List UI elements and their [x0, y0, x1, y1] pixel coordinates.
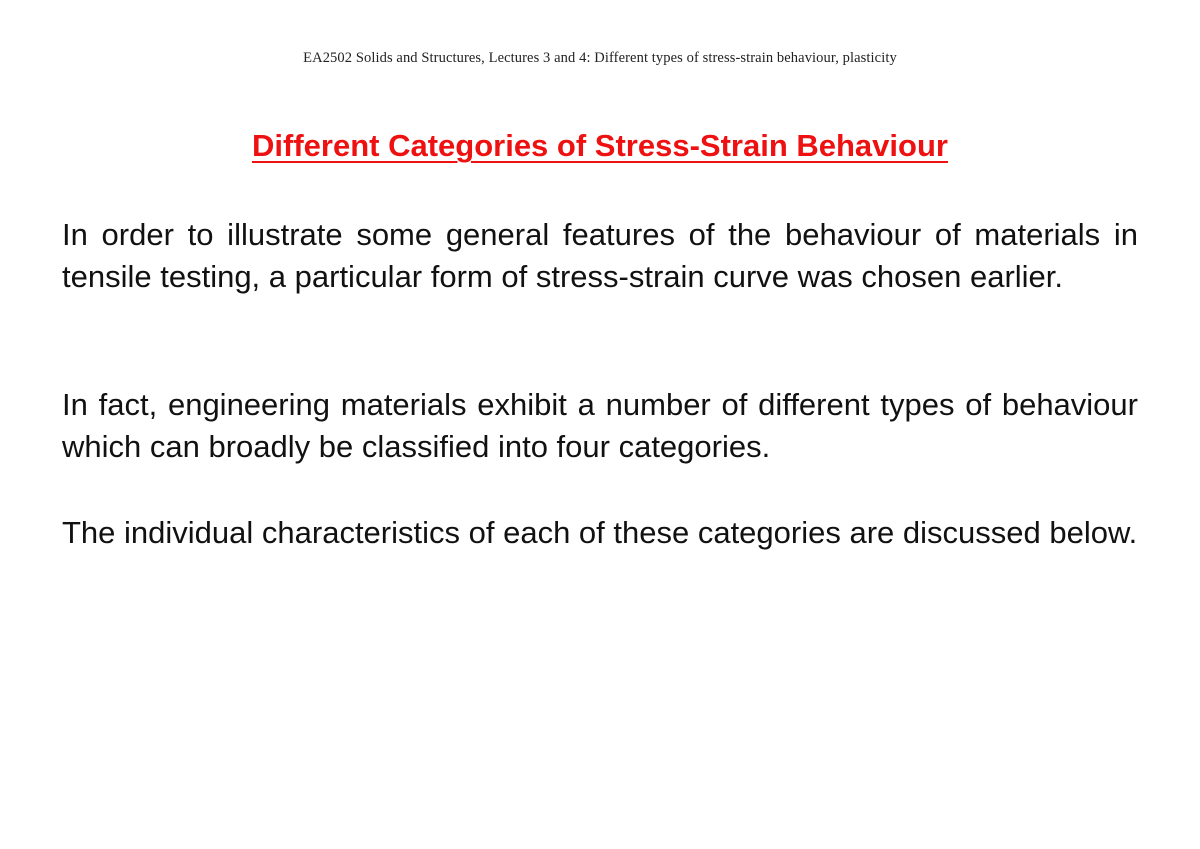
paragraph-intro: In order to illustrate some general features of the behaviour of materials in tensile testing, a particular form of stress-strain curve was chosen earlier. [62, 217, 1138, 294]
page-title [0, 128, 1200, 164]
running-header: EA2502 Solids and Structures, Lectures 3 and 4: Different types of stress-strain behaviour, plasticity [303, 50, 897, 66]
paragraph-categories: In fact, engineering materials exhibit a number of different types of behaviour which can broadly be classified into four categories. [62, 387, 1138, 464]
page-title-text: Different Categories of Stress-Strain Behaviour [252, 128, 948, 163]
paragraph-discussion: The individual characteristics of each of these categories are discussed below. [62, 515, 1138, 550]
